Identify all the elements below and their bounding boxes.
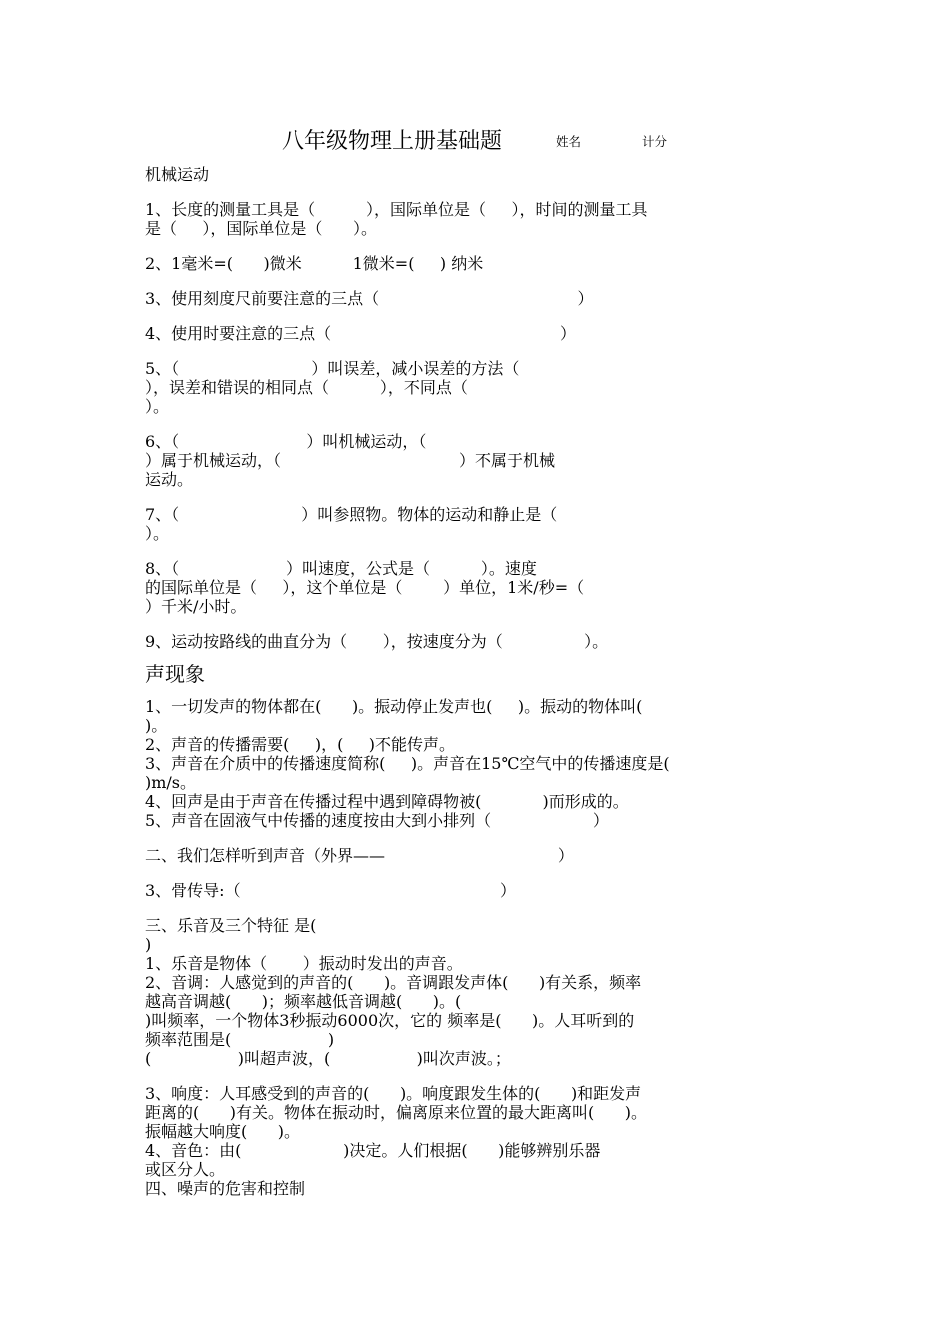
sound-question-1-line-2: )。 — [145, 716, 168, 735]
sound-question-4: 4、回声是由于声音在传播过程中遇到障碍物被( )而形成的。 — [145, 792, 629, 811]
question-6-line-3: 运动。 — [145, 470, 194, 489]
pitch-question-line-5: ( )叫超声波，( )叫次声波。； — [145, 1049, 511, 1068]
loudness-question-line-2: 距离的( )有关。物体在振动时，偏离原来位置的最大距离叫( )。 — [145, 1103, 648, 1122]
section-heading-sound: 声现象 — [145, 662, 205, 686]
section-heading-mechanics: 机械运动 — [145, 165, 210, 184]
musical-sound-question-1: 1、乐音是物体（ ）振动时发出的声音。 — [145, 954, 463, 973]
question-9: 9、运动按路线的曲直分为（ ），按速度分为（ ）。 — [145, 632, 609, 651]
timbre-question-line-2: 或区分人。 — [145, 1160, 226, 1179]
question-2: 2、1毫米=( )微米 1微米=( ) 纳米 — [145, 254, 484, 273]
section-3-heading-line-1: 三、乐音及三个特征 是( — [145, 916, 317, 935]
question-5-line-3: ）。 — [145, 397, 170, 416]
question-7-line-1: 7、（ ）叫参照物。物体的运动和静止是（ — [145, 505, 558, 524]
loudness-question-line-3: 振幅越大响度( )。 — [145, 1122, 301, 1141]
name-label: 姓名 — [556, 134, 582, 149]
question-1-line-2: 是（ ），国际单位是（ ）。 — [145, 219, 377, 238]
pitch-question-line-2: 越高音调越( )；频率越低音调越( )。( — [145, 992, 462, 1011]
question-7-line-2: ）。 — [145, 524, 170, 543]
section-3-heading-line-2: ) — [145, 935, 152, 954]
question-6-line-2: ）属于机械运动，（ ）不属于机械 — [145, 451, 556, 470]
section-2-heading: 二、我们怎样听到声音（外界—— ） — [145, 846, 574, 865]
question-6-line-1: 6、（ ）叫机械运动，（ — [145, 432, 427, 451]
sound-question-3-line-2: )m/s。 — [145, 773, 197, 792]
sound-question-2: 2、声音的传播需要( )，( )不能传声。 — [145, 735, 456, 754]
worksheet-body — [145, 165, 810, 1198]
question-5-line-1: 5、（ ）叫误差，减小误差的方法（ — [145, 359, 520, 378]
question-8-line-1: 8、（ ）叫速度，公式是（ ）。速度 — [145, 559, 537, 578]
sound-question-1-line-1: 1、一切发声的物体都在( )。振动停止发声也( )。振动的物体叫( — [145, 697, 643, 716]
bone-conduction-question: 3、骨传导:（ ） — [145, 881, 516, 900]
question-8-line-2: 的国际单位是（ ），这个单位是（ ）单位，1米/秒=（ — [145, 578, 585, 597]
question-8-line-3: ）千米/小时。 — [145, 597, 247, 616]
score-label: 计分 — [642, 134, 668, 149]
sound-question-5: 5、声音在固液气中传播的速度按由大到小排列（ ） — [145, 811, 609, 830]
loudness-question-line-1: 3、响度：人耳感受到的声音的( )。响度跟发生体的( )和距发声 — [145, 1084, 642, 1103]
question-4: 4、使用时要注意的三点（ ） — [145, 324, 577, 343]
pitch-question-line-1: 2、音调：人感觉到的声音的( )。音调跟发声体( )有关系，频率 — [145, 973, 642, 992]
title-row — [0, 124, 950, 158]
question-1-line-1: 1、长度的测量工具是（ ），国际单位是（ ），时间的测量工具 — [145, 200, 648, 219]
question-5-line-2: ），误差和错误的相同点（ ），不同点（ — [145, 378, 468, 397]
pitch-question-line-3: )叫频率，一个物体3秒振动6000次，它的 频率是( )。人耳听到的 — [145, 1011, 635, 1030]
section-4-heading: 四、噪声的危害和控制 — [145, 1179, 306, 1198]
sound-question-3-line-1: 3、声音在介质中的传播速度简称( )。声音在15℃空气中的传播速度是( — [145, 754, 670, 773]
page-title: 八年级物理上册基础题 — [282, 129, 503, 154]
timbre-question-line-1: 4、音色：由( )决定。人们根据( )能够辨别乐器 — [145, 1141, 601, 1160]
pitch-question-line-4: 频率范围是( ) — [145, 1030, 335, 1049]
question-3: 3、使用刻度尺前要注意的三点（ ） — [145, 289, 594, 308]
